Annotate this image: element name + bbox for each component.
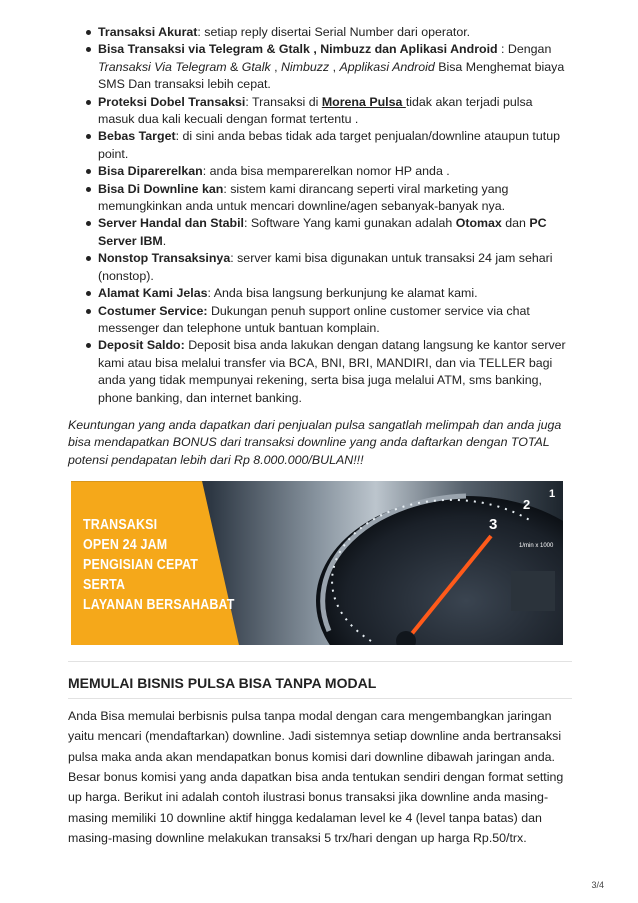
feature-text: : Software Yang kami gunakan adalah [243,216,456,231]
feature-item [68,163,572,180]
morena-pulsa-link[interactable]: Morena Pulsa [321,94,406,109]
feature-text: : sistem kami dirancang seperti viral marketing yang memungkinkan anda untuk mencari downline/agen sebanyak-banyak nya. [98,181,509,214]
feature-title: Nonstop Transaksinya [98,251,231,266]
feature-text: dan [501,216,530,231]
feature-text: : setiap reply disertai Serial Number dari operator. [197,25,471,39]
feature-text: tidak akan terjadi pulsa masuk dua kali kecuali dengan format tertentu . [98,94,533,127]
feature-item [68,285,572,302]
feature-title: Transaksi Akurat [98,25,198,39]
feature-item [68,24,572,41]
section-heading: MEMULAI BISNIS PULSA BISA TANPA MODAL [68,675,377,692]
gauge-number-2: 2 [523,497,531,513]
section-divider [68,698,572,699]
feature-text: : anda bisa memparerelkan nomor HP anda . [202,164,450,179]
banner-text [83,515,235,615]
feature-text: . [162,233,167,248]
feature-item [68,94,572,129]
feature-item [68,303,572,338]
feature-text: & [226,59,242,74]
feature-item [68,250,572,285]
page-content [68,24,572,848]
banner-line: TRANSAKSI [83,517,158,534]
feature-text: : server kami bisa digunakan untuk transaksi 24 jam sehari (nonstop). [98,251,553,283]
banner-line: PENGISIAN CEPAT [83,557,199,574]
feature-text: , [329,59,340,74]
body-paragraph: Anda Bisa memulai berbisnis pulsa tanpa modal dengan cara mengembangkan jaringan yaitu mencari (mendaftarkan) downline. Jadi sistemnya setiap downline anda bertransaksi pulsa maka anda akan mendapatkan bonus komisi dari downline dibawah jaringan anda. Besar bonus komisi yang anda dapatkan bisa anda tentukan sendiri dengan format setting up harga. Berikut ini adalah contoh ilustrasi bonus transaksi jika downline anda masing-masing memiliki 10 downline aktif hingga kedalaman level ke 4 (level tanpa batas) dan masing-masing downline melakukan transaksi 5 trx/hari dengan up harga Rp.50/trx. [68,709,564,845]
feature-list [68,24,572,407]
gauge-number-3: 3 [489,516,498,534]
promo-banner-image [71,481,563,645]
feature-text: Gtalk [241,59,271,74]
feature-text: Dukungan penuh support online customer service via chat messenger dan telephone untuk bantuan komplain. [98,303,530,335]
feature-text: Transaksi Via Telegram [98,59,227,74]
gauge-display [511,571,555,611]
feature-item [68,128,572,163]
feature-title: Bebas Target [98,129,176,144]
feature-text: : Transaksi di [245,94,322,109]
feature-item [68,41,572,93]
banner-line: OPEN 24 JAM [83,537,168,554]
feature-text: Bisa Menghemat biaya SMS Dan transaksi lebih cepat. [98,59,565,92]
feature-item [68,181,572,216]
feature-text: : di sini anda bebas tidak ada target penjualan/downline ataupun tutup point. [98,129,560,161]
feature-title: Costumer Service: [98,303,208,318]
feature-title: Bisa Di Downline kan [98,181,224,196]
feature-text: Nimbuzz [280,59,330,74]
feature-title: PC Server IBM [98,216,547,248]
feature-title: Bisa Diparerelkan [98,164,203,179]
summary-paragraph: Keuntungan yang anda dapatkan dari penjualan pulsa sangatlah melimpah dan anda juga bisa mendapatkan BONUS dari transaksi downline yang anda daftarkan dengan TOTAL potensi pendapatan lebih dari Rp 8.000.000/BULAN!!! [68,417,562,467]
feature-text: : Anda bisa langsung berkunjung ke alamat kami. [207,286,478,301]
feature-item [68,337,572,407]
gauge-unit-label: 1/min x 1000 [519,543,554,550]
feature-title: Server Handal dan Stabil [98,216,244,231]
feature-text: , [270,59,281,74]
page-number: 3/4 [591,880,604,890]
feature-title: Alamat Kami Jelas [98,286,208,301]
feature-title: Bisa Transaksi via Telegram & Gtalk , Nimbuzz dan Aplikasi Android [98,42,498,57]
feature-title: Otomax [455,216,502,231]
gauge-dial [316,496,563,645]
banner-line: SERTA [83,577,126,594]
feature-text: Deposit bisa anda lakukan dengan datang langsung ke kantor server kami atau bisa melalui transfer via BCA, BNI, BRI, MANDIRI, dan via TELLER bagi anda yang tidak mempunyai rekening, serta bisa juga melalui ATM, sms banking, phone banking, dan internet banking. [98,338,566,405]
feature-title: Proteksi Dobel Transaksi [98,94,246,109]
gauge-number-1: 1 [549,488,556,501]
feature-title: Deposit Saldo: [98,338,185,353]
feature-text: Applikasi Android [339,59,435,74]
feature-item [68,215,572,250]
banner-line: LAYANAN BERSAHABAT [83,597,235,614]
feature-text: : Dengan [497,42,552,57]
section-divider [68,661,572,662]
